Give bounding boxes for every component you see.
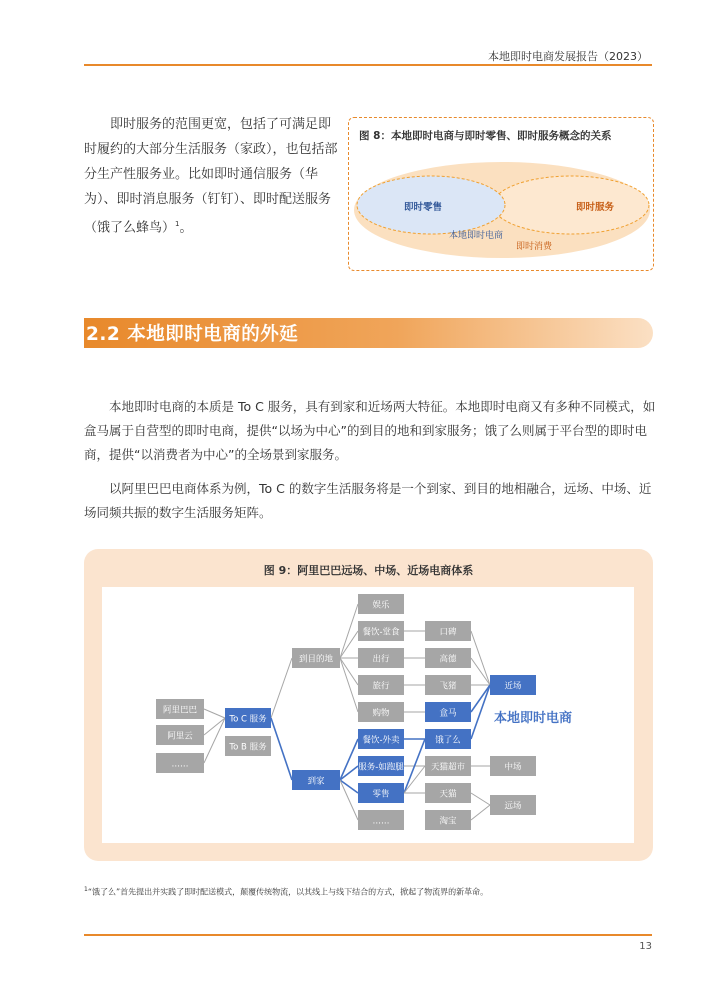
svg-text:餐饮-堂食: 餐饮-堂食 bbox=[362, 627, 400, 638]
fig9-connector bbox=[471, 631, 490, 685]
fig9-brand-node-5 bbox=[425, 756, 471, 776]
fig9-connector bbox=[471, 805, 490, 820]
svg-text:近场: 近场 bbox=[504, 681, 522, 692]
fig9-service-node-0 bbox=[358, 594, 404, 614]
svg-text:餐饮-外卖: 餐饮-外卖 bbox=[362, 735, 400, 746]
svg-text:中场: 中场 bbox=[504, 762, 522, 773]
figure-9-title: 图 9：阿里巴巴远场、中场、近场电商体系 bbox=[263, 564, 474, 577]
footnote bbox=[84, 886, 488, 898]
fig8-label-retail: 即时零售 bbox=[404, 202, 443, 213]
svg-text:淘宝: 淘宝 bbox=[439, 816, 457, 827]
svg-text:娱乐: 娱乐 bbox=[372, 600, 390, 611]
fig9-brand-node-2 bbox=[425, 675, 471, 695]
fig9-highlight-label: 本地即时电商 bbox=[494, 711, 573, 726]
svg-text:……: …… bbox=[372, 816, 390, 827]
fig9-connector bbox=[340, 631, 358, 658]
section-title: 2.2 本地即时电商的外延 bbox=[86, 324, 299, 345]
fig9-brand-node-0 bbox=[425, 621, 471, 641]
fig9-connector bbox=[404, 766, 425, 793]
svg-text:天猫: 天猫 bbox=[439, 789, 457, 800]
intro-end: 。 bbox=[179, 220, 193, 236]
fig9-connector bbox=[340, 658, 358, 685]
fig8-label-consumption: 即时消费 bbox=[516, 242, 553, 252]
paragraph-1: 本地即时电商的本质是 To C 服务，具有到家和近场两大特征。本地即时电商又有多种不同模式，如盒马属于自营型的即时电商，提供“以场为中心”的到目的地和到家服务；饿了么则属于平台型的即时电商，提供“以消费者为中心”的全场景到家服务。 bbox=[84, 399, 656, 462]
svg-text:零售: 零售 bbox=[372, 789, 390, 800]
fig9-brand-node-6 bbox=[425, 783, 471, 803]
fig9-brand-node-3 bbox=[425, 702, 471, 722]
fig9-connector bbox=[471, 685, 490, 739]
fig9-nodes bbox=[156, 594, 572, 830]
svg-text:口碑: 口碑 bbox=[439, 627, 457, 638]
fig9-service-node-7 bbox=[358, 783, 404, 803]
svg-text:到目的地: 到目的地 bbox=[298, 654, 334, 665]
fig9-node-1 bbox=[156, 725, 204, 745]
figure-9-canvas bbox=[102, 587, 634, 843]
paragraph-2: 以阿里巴巴电商体系为例，To C 的数字生活服务将是一个到家、到目的地相融合，远场、中场、近场同频共振的数字生活服务矩阵。 bbox=[84, 481, 652, 520]
svg-text:盒马: 盒马 bbox=[439, 708, 457, 719]
fig9-connector bbox=[471, 685, 490, 712]
svg-text:远场: 远场 bbox=[504, 801, 522, 812]
figure-8 bbox=[348, 117, 654, 271]
svg-text:To C 服务: To C 服务 bbox=[229, 714, 267, 725]
instant-service-ellipse bbox=[493, 176, 649, 234]
fig9-brand-node-7 bbox=[425, 810, 471, 830]
fig9-connector bbox=[340, 604, 358, 658]
fig8-label-local: 本地即时电商 bbox=[449, 231, 504, 241]
page-number: 13 bbox=[639, 941, 652, 952]
intro-text: 即时服务的范围更宽，包括了可满足即时履约的大部分生活服务（家政），也包括部分生产性服务业。比如即时通信服务（华为）、即时消息服务（钉钉）、即时配送服务（饿了么蜂鸟） bbox=[84, 117, 338, 236]
footer-rule bbox=[84, 934, 652, 936]
svg-text:……: …… bbox=[171, 759, 189, 770]
fig9-range-node-0 bbox=[490, 675, 536, 695]
fig9-toc-node-0 bbox=[225, 708, 271, 728]
fig9-toc-node-1 bbox=[225, 736, 271, 756]
svg-text:饿了么: 饿了么 bbox=[435, 735, 461, 746]
figure-9 bbox=[84, 549, 653, 861]
intro-paragraph bbox=[84, 112, 342, 240]
svg-text:天猫超市: 天猫超市 bbox=[430, 762, 466, 773]
fig9-connector bbox=[271, 718, 292, 780]
fig9-service-node-8 bbox=[358, 810, 404, 830]
header-rule bbox=[84, 64, 652, 66]
svg-text:出行: 出行 bbox=[372, 654, 390, 665]
fig9-connector bbox=[204, 718, 225, 763]
footnote-number: 1 bbox=[84, 886, 88, 893]
svg-text:购物: 购物 bbox=[372, 708, 390, 719]
fig9-connector bbox=[271, 658, 292, 718]
fig9-service-node-2 bbox=[358, 648, 404, 668]
fig9-range-node-1 bbox=[490, 756, 536, 776]
fig9-brand-node-1 bbox=[425, 648, 471, 668]
svg-text:阿里巴巴: 阿里巴巴 bbox=[162, 705, 198, 716]
header-title: 本地即时电商发展报告（2023） bbox=[488, 50, 648, 63]
fig9-service-node-4 bbox=[358, 702, 404, 722]
fig9-connector bbox=[471, 793, 490, 805]
fig9-service-node-1 bbox=[358, 621, 404, 641]
fig9-service-node-5 bbox=[358, 729, 404, 749]
svg-text:飞猪: 飞猪 bbox=[439, 681, 457, 692]
fig9-range-node-2 bbox=[490, 795, 536, 815]
svg-text:阿里云: 阿里云 bbox=[167, 731, 193, 742]
fig9-node-2 bbox=[156, 753, 204, 773]
svg-text:旅行: 旅行 bbox=[372, 681, 390, 692]
fig9-scene-node-1 bbox=[292, 770, 340, 790]
figure-9-diagram bbox=[102, 587, 634, 843]
svg-text:To B 服务: To B 服务 bbox=[229, 742, 267, 753]
fig9-service-node-6 bbox=[358, 756, 404, 776]
fig9-node-0 bbox=[156, 699, 204, 719]
fig9-connector bbox=[340, 658, 358, 712]
fig9-connector bbox=[471, 658, 490, 685]
footnote-text: “饿了么”首先提出并实践了即时配送模式，颠覆传统物流，以其线上与线下结合的方式，掀起了物流界的新革命。 bbox=[87, 887, 489, 897]
svg-text:高德: 高德 bbox=[439, 654, 457, 665]
svg-text:到家: 到家 bbox=[307, 776, 325, 787]
section-heading-bar bbox=[84, 318, 653, 348]
fig9-brand-node-4 bbox=[425, 729, 471, 749]
fig9-connector bbox=[204, 709, 225, 718]
figure-8-title: 图 8：本地即时电商与即时零售、即时服务概念的关系 bbox=[359, 130, 612, 142]
fig9-scene-node-0 bbox=[292, 648, 340, 668]
fig9-connector bbox=[204, 718, 225, 735]
fig8-label-service: 即时服务 bbox=[576, 202, 615, 213]
footnote-mark[interactable]: 1 bbox=[175, 220, 180, 228]
fig9-service-node-3 bbox=[358, 675, 404, 695]
svg-text:服务-如跑腿: 服务-如跑腿 bbox=[358, 762, 404, 773]
